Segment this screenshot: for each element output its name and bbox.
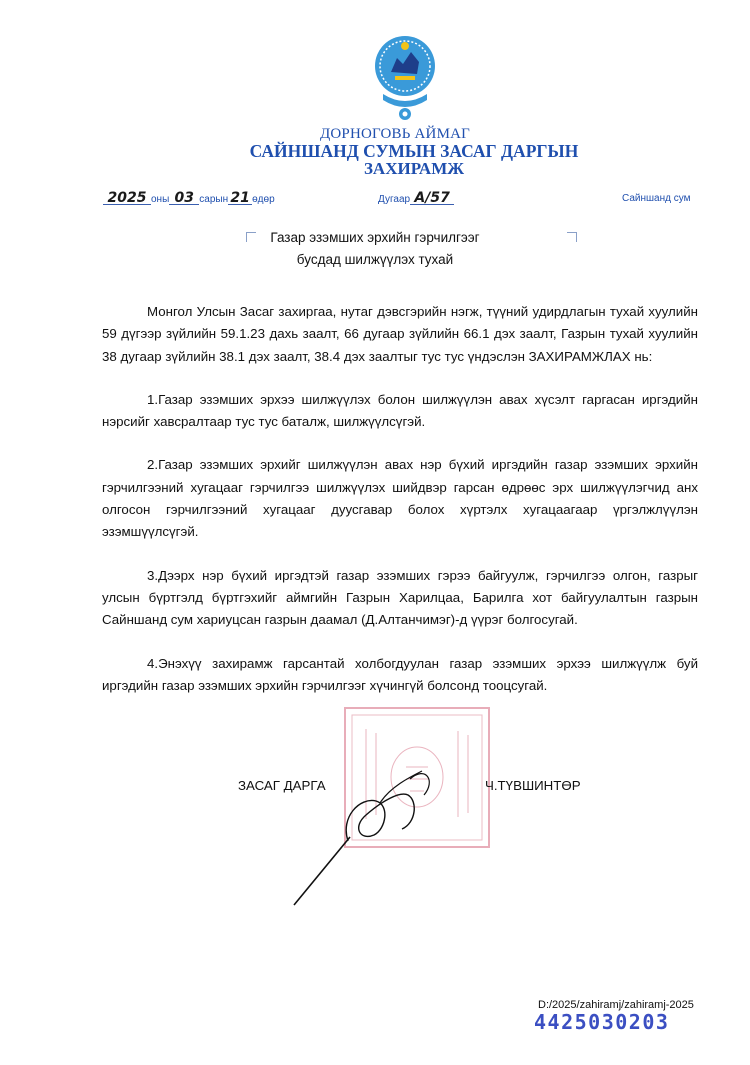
date-day: 21 xyxy=(228,193,252,205)
preamble-paragraph: Монгол Улсын Засаг захиргаа, нутаг дэвсгэрийн нэгж, түүний удирдлагын тухай хуулийн 59 дүгээр зүйлийн 59.1.23 дахь заалт, 66 дугаар зүйлийн 66.1 дэх заалт, Газрын тухай хуулийн 38 дугаар зүйлийн 38.1 дэх заалт, 38.4 дэх заалтыг тус тус үндэслэн ЗАХИРАМЖЛАХ нь: xyxy=(102,304,698,364)
place-name: Сайншанд сум xyxy=(622,193,691,204)
document-type: ЗАХИРАМЖ xyxy=(363,159,465,178)
date-month: 03 xyxy=(169,193,199,205)
clause-3: 3.Дээрх нэр бүхий иргэдтэй газар эзэмших гэрээ байгуулж, гэрчилгээ олгон, газрыг улсын бүртгэлд бүртгэхийг аймгийн Газрын Харилцаа, Барилга хот байгуулалтын газрын Сайншанд сум хариуцсан газрын даамал (Д.Алтанчимэг)-д үүрэг болгосугай. xyxy=(102,567,698,628)
date-day-suffix: өдөр xyxy=(252,194,275,205)
handwritten-signature xyxy=(290,757,440,907)
clause-2: 2.Газар эзэмших эрхийг шилжүүлэн авах нэр бүхий иргэдийн газар эзэмших эрхийн гэрчилгээний хугацааг гэрчилгээ шилжүүлэх шийдвэр гарсан өдрөөс эрх шилжүүлэгчид анх олгосон гэрчилгээний хугацааг дуусгавар болох хүртэлх хугацаагаар үргэлжлүүлэн эзэмшүүлсүгэй. xyxy=(102,457,698,540)
date-month-suffix: сарын xyxy=(199,194,229,205)
clause-1: 1.Газар эзэмших эрхээ шилжүүлэх болон шилжүүлэн авах хүсэлт гаргасан иргэдийн нэрсийг хавсралтаар тус тус баталж, шилжүүлсүгэй. xyxy=(102,391,698,430)
file-path: D:/2025/zahiramj/zahiramj-2025 xyxy=(538,999,694,1011)
state-emblem xyxy=(373,28,437,122)
aimag-name: ДОРНОГОВЬ АЙМАГ xyxy=(319,126,471,142)
number-value: A/57 xyxy=(410,193,454,205)
date-year-suffix: оны xyxy=(151,194,170,205)
signatory-name: Ч.ТҮВШИНТӨР xyxy=(485,778,581,793)
document-number xyxy=(378,190,454,206)
clause-4: 4.Энэхүү захирамж гарсантай холбогдуулан газар эзэмших эрхээ шилжүүлж буй иргэдийн газар эзэмших эрхийн гэрчилгээг хүчингүй болсонд тооцсугай. xyxy=(102,655,698,693)
title-line-1: Газар эзэмших эрхийн гэрчилгээг xyxy=(270,230,480,245)
number-label: Дугаар xyxy=(378,194,411,205)
signatory-position: ЗАСАГ ДАРГА xyxy=(238,778,326,793)
date-line xyxy=(103,190,275,206)
document-title xyxy=(0,227,750,271)
office-name: САЙНШАНД СУМЫН ЗАСАГ ДАРГЫН xyxy=(249,141,579,161)
title-line-2: бусдад шилжүүлэх тухай xyxy=(296,252,454,267)
document-body xyxy=(102,301,698,718)
document-code: 4425030203 xyxy=(534,1010,670,1034)
date-year: 2025 xyxy=(103,193,151,205)
